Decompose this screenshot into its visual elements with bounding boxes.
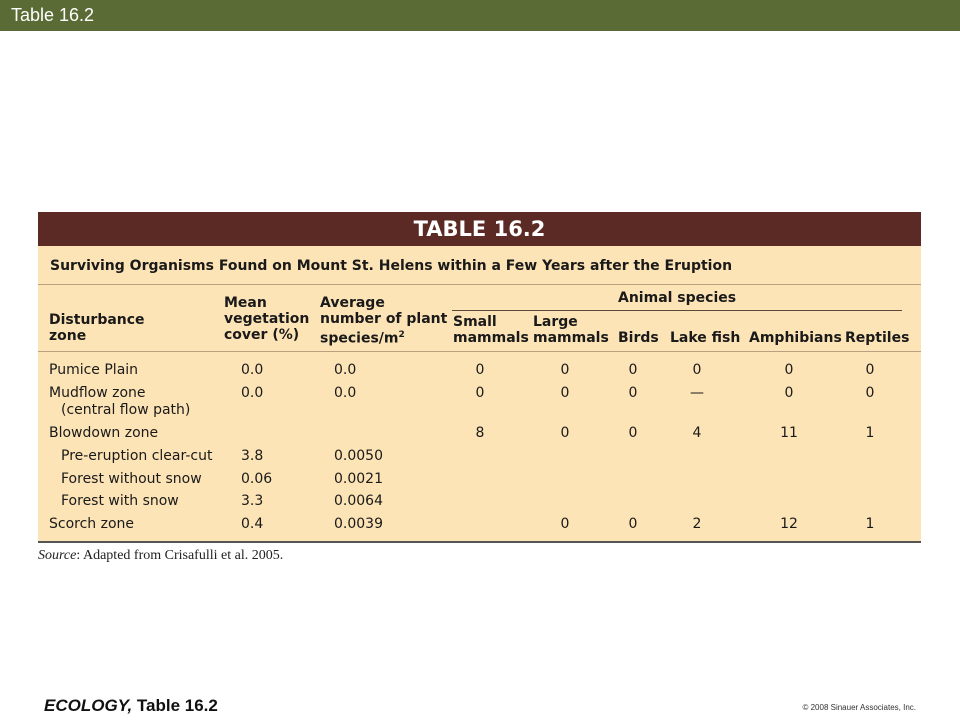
row-fish: 0 bbox=[692, 362, 702, 378]
footer-copyright: © 2008 Sinauer Associates, Inc. bbox=[802, 703, 916, 712]
row-amph: 0 bbox=[784, 362, 794, 378]
row-zone: Mudflow zone bbox=[49, 385, 146, 401]
row-amph: 0 bbox=[784, 385, 794, 401]
row-species: 0.0039 bbox=[334, 516, 383, 532]
row-rept: 0 bbox=[865, 362, 875, 378]
header-species: Average number of plant species/$m^2$ bbox=[320, 295, 448, 347]
row-cover: 3.3 bbox=[241, 493, 264, 509]
row-cover: 0.06 bbox=[241, 471, 273, 487]
row-rept: 1 bbox=[865, 516, 875, 532]
row-amph: 11 bbox=[780, 425, 798, 441]
row-large: 0 bbox=[560, 425, 570, 441]
row-cover: 0.0 bbox=[241, 385, 264, 401]
row-zone: Blowdown zone bbox=[49, 425, 159, 441]
caption-divider bbox=[38, 284, 921, 285]
row-birds: 0 bbox=[628, 425, 638, 441]
slide-title: Table 16.2 bbox=[11, 5, 95, 25]
row-rept: 1 bbox=[865, 425, 875, 441]
header-small-mammals: Small mammals bbox=[453, 314, 529, 346]
row-zone: Forest with snow bbox=[61, 493, 179, 509]
header-large-mammals: Large mammals bbox=[533, 314, 609, 346]
table-caption: Surviving Organisms Found on Mount St. Helens within a Few Years after the Eruption bbox=[50, 258, 733, 274]
slide-title-bar bbox=[0, 0, 960, 31]
row-fish: — bbox=[690, 385, 704, 401]
header-birds: Birds bbox=[618, 330, 659, 346]
row-zone: Pre-eruption clear-cut bbox=[61, 448, 213, 464]
row-species: 0.0050 bbox=[334, 448, 383, 464]
row-large: 0 bbox=[560, 362, 570, 378]
row-small: 0 bbox=[475, 385, 485, 401]
row-cover: 0.0 bbox=[241, 362, 264, 378]
table-label: TABLE 16.2 bbox=[38, 212, 921, 246]
source-note: Source: Adapted from Crisafulli et al. 2005. bbox=[38, 548, 284, 563]
row-species: 0.0 bbox=[334, 385, 357, 401]
data-table bbox=[38, 212, 921, 543]
row-large: 0 bbox=[560, 385, 570, 401]
header-animal-group: Animal species bbox=[618, 290, 737, 306]
row-cover: 0.4 bbox=[241, 516, 264, 532]
row-species: 0.0064 bbox=[334, 493, 383, 509]
header-divider bbox=[38, 351, 921, 352]
footer-book-ref: ECOLOGY, Table 16.2 bbox=[44, 696, 218, 715]
row-small: 0 bbox=[475, 362, 485, 378]
row-amph: 12 bbox=[780, 516, 798, 532]
header-lake-fish: Lake fish bbox=[670, 330, 741, 346]
row-rept: 0 bbox=[865, 385, 875, 401]
header-amphibians: Amphibians bbox=[749, 330, 842, 346]
row-fish: 4 bbox=[692, 425, 702, 441]
animal-group-rule bbox=[452, 310, 902, 311]
row-zone: Scorch zone bbox=[49, 516, 135, 532]
row-small: 8 bbox=[475, 425, 485, 441]
header-reptiles: Reptiles bbox=[845, 330, 910, 346]
row-fish: 2 bbox=[692, 516, 702, 532]
row-cover: 3.8 bbox=[241, 448, 264, 464]
header-zone: Disturbance zone bbox=[49, 312, 145, 344]
row-birds: 0 bbox=[628, 516, 638, 532]
row-species: 0.0 bbox=[334, 362, 357, 378]
row-birds: 0 bbox=[628, 362, 638, 378]
row-zone: Pumice Plain bbox=[49, 362, 139, 378]
row-species: 0.0021 bbox=[334, 471, 383, 487]
row-zone-continuation: (central flow path) bbox=[61, 402, 191, 418]
row-zone: Forest without snow bbox=[61, 471, 202, 487]
row-large: 0 bbox=[560, 516, 570, 532]
row-birds: 0 bbox=[628, 385, 638, 401]
header-cover: Mean vegetation cover (%) bbox=[224, 295, 310, 343]
